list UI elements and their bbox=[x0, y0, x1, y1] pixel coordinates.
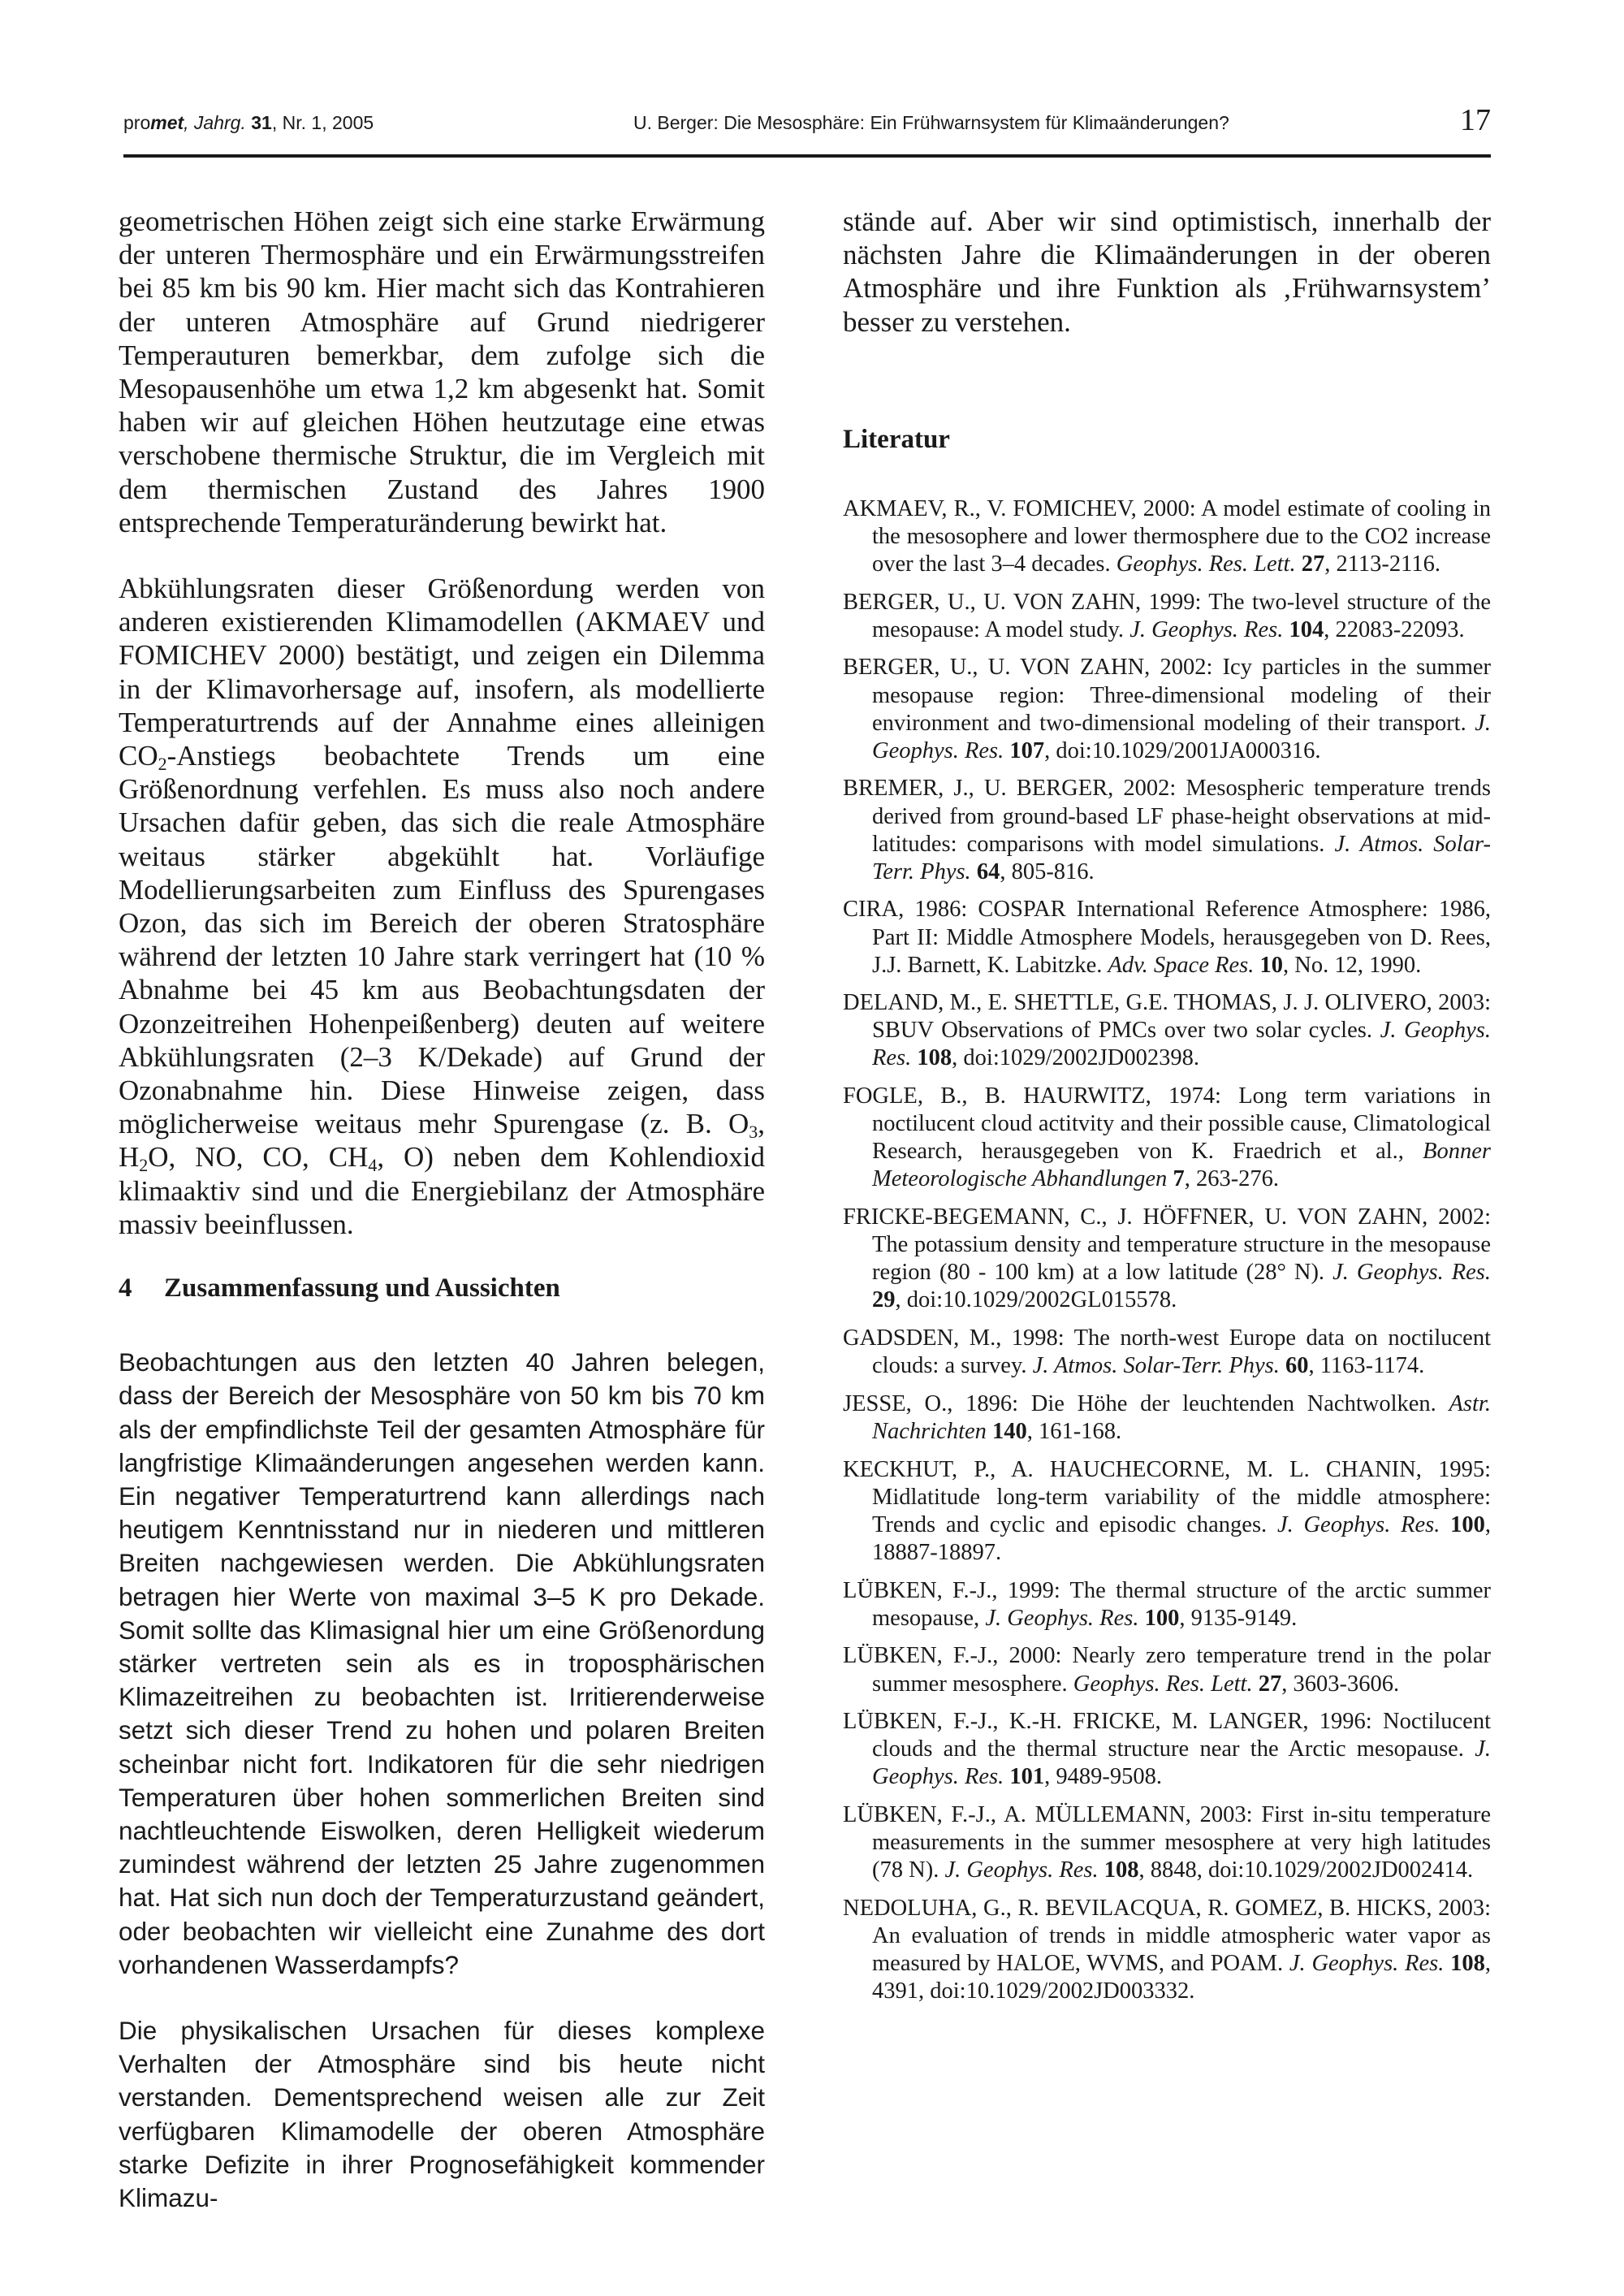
paragraph-4: Die physikalischen Ursachen für dieses komplexe Verhalten der Atmosphäre sind bis heute nicht verstanden. Dementsprechend weisen alle zur Zeit verfügbaren Klimamodelle der oberen Atmosphäre starke Defizite in ihrer Prognosefähigkeit kommender Klimazu- bbox=[119, 2015, 765, 2212]
section-number: 4 bbox=[119, 1273, 132, 1304]
paragraph-1: geometrischen Höhen zeigt sich eine starke Erwärmung der unteren Thermosphäre und ein Erwärmungsstreifen bei 85 km bis 90 km. Hier macht sich das Kontrahieren der unteren Atmosphäre auf Grund niedrigerer Temperauturen bemerkbar, dem zufolge sich die Mesopausenhöhe um etwa 1,2 km abgesenkt hat. Somit haben wir auf gleichen Höhen heutzutage eine etwas verschobene thermische Struktur, die im Vergleich mit dem thermischen Zustand des Jahres 1900 entsprechende Temperaturänderung bewirkt hat. bbox=[119, 205, 765, 538]
reference-item: LÜBKEN, F.-J., K.-H. FRICKE, M. LANGER, 1996: Noctilucent clouds and the thermal structure near the Arctic mesopause. J. Geophys. Res. 101, 9489-9508. bbox=[843, 1709, 1491, 1790]
reference-item: BERGER, U., U. VON ZAHN, 2002: Icy particles in the summer mesopause region: Three-dimensional modeling of their environment and two-dimensional modeling of their transport. J. Geophys. Res. 107, doi:10.1029/2001JA000316. bbox=[843, 655, 1491, 763]
reference-item: FRICKE-BEGEMANN, C., J. HÖFFNER, U. VON ZAHN, 2002: The potassium density and temperature structure in the mesopause region (80 - 100 km) at a low latitude (28° N). J. Geophys. Res. 29, doi:10.1029/2002GL015578. bbox=[843, 1204, 1491, 1313]
reference-item: BREMER, J., U. BERGER, 2002: Mesospheric temperature trends derived from ground-based LF phase-height observations at mid-latitudes: comparisons with model simulations. J. Atmos. Solar-Terr. Phys. 64, 805-816. bbox=[843, 776, 1491, 884]
running-title: U. Berger: Die Mesosphäre: Ein Frühwarnsystem für Klimaänderungen? bbox=[633, 112, 1229, 133]
reference-item: DELAND, M., E. SHETTLE, G.E. THOMAS, J. J. OLIVERO, 2003: SBUV Observations of PMCs over two solar cycles. J. Geophys. Res. 108, doi:1029/2002JD002398. bbox=[843, 990, 1491, 1071]
reference-item: FOGLE, B., B. HAURWITZ, 1974: Long term variations in noctilucent cloud actitvity and their possible cause, Climatological Research, herausgegeben von K. Fraedrich et al., Bonner Meteorologische Abhandlungen 7, 263-276. bbox=[843, 1083, 1491, 1192]
section-heading bbox=[119, 1273, 765, 1304]
reference-item: BERGER, U., U. VON ZAHN, 1999: The two-level structure of the mesopause: A model study. J. Geophys. Res. 104, 22083-22093. bbox=[843, 589, 1491, 642]
reference-item: NEDOLUHA, G., R. BEVILACQUA, R. GOMEZ, B. HICKS, 2003: An evaluation of trends in middle atmospheric water vapor as measured by HALOE, WVMS, and POAM. J. Geophys. Res. 108, 4391, doi:10.1029/2002JD003332. bbox=[843, 1895, 1491, 2004]
reference-item: JESSE, O., 1896: Die Höhe der leuchtenden Nachtwolken. Astr. Nachrichten 140, 161-168. bbox=[843, 1390, 1491, 1444]
section-title: Zusammenfassung und Aussichten bbox=[164, 1273, 560, 1304]
reference-item: LÜBKEN, F.-J., 2000: Nearly zero temperature trend in the polar summer mesosphere. Geophys. Res. Lett. 27, 3603-3606. bbox=[843, 1643, 1491, 1697]
page-number: 17 bbox=[1460, 103, 1491, 137]
journal-citation: promet, Jahrg. 31, Nr. 1, 2005 bbox=[123, 112, 374, 133]
reference-item: AKMAEV, R., V. FOMICHEV, 2000: A model estimate of cooling in the mesosophere and lower thermosphere due to the CO2 increase over the last 3–4 decades. Geophys. Res. Lett. 27, 2113-2116. bbox=[843, 495, 1491, 577]
reference-item: KECKHUT, P., A. HAUCHECORNE, M. L. CHANIN, 1995: Midlatitude long-term variability of the middle atmosphere: Trends and cyclic and episodic changes. J. Geophys. Res. 100, 18887-18897. bbox=[843, 1456, 1491, 1565]
left-column bbox=[119, 205, 765, 2247]
reference-item: LÜBKEN, F.-J., 1999: The thermal structure of the arctic summer mesopause, J. Geophys. Res. 100, 9135-9149. bbox=[843, 1577, 1491, 1631]
paragraph-3: Beobachtungen aus den letzten 40 Jahren belegen, dass der Bereich der Mesosphäre von 50 km bis 70 km als der empfindlichste Teil der gesamten Atmosphäre für langfristige Klimaänderungen angesehen werden kann. Ein negativer Temperaturtrend kann allerdings nach heutigem Kenntnisstand nur in niederen und mittleren Breiten nachgewiesen werden. Die Abkühlungsraten betragen hier Werte von maximal 3–5 K pro Dekade. Somit sollte das Klimasignal hier um eine Größenordung stärker vertreten sein als es in troposphärischen Klimazeitreihen zu beobachten ist. Irritierenderweise setzt sich dieser Trend zu hohen und polaren Breiten scheinbar nicht fort. Indikatoren für die sehr niedrigen Temperaturen über hohen sommerlichen Breiten sind nachtleuchtende Eiswolken, deren Helligkeit wiederum zumindest während der letzten 25 Jahre zugenommen hat. Hat sich nun doch der Temperaturzustand geändert, oder beobachten wir vielleicht eine Zunahme des dort vorhandenen Wasserdampfs? bbox=[119, 1347, 765, 1979]
right-column bbox=[843, 205, 1491, 2016]
literature-heading: Literatur bbox=[843, 424, 950, 454]
page-header bbox=[123, 102, 1491, 158]
reference-item: LÜBKEN, F.-J., A. MÜLLEMANN, 2003: First in-situ temperature measurements in the summer mesosphere at very high latitudes (78 N). J. Geophys. Res. 108, 8848, doi:10.1029/2002JD002414. bbox=[843, 1802, 1491, 1883]
reference-list bbox=[843, 495, 1491, 2006]
paragraph-continuation: stände auf. Aber wir sind optimistisch, innerhalb der nächsten Jahre die Klimaänderungen in der oberen Atmosphäre und ihre Funktion als ‚Frühwarnsystem’ besser zu verstehen. bbox=[843, 205, 1491, 338]
paragraph-2: Abkühlungsraten dieser Größenordung werden von anderen existierenden Klimamodellen (AKMAEV und FOMICHEV 2000) bestätigt, und zeigen ein Dilemma in der Klimavorhersage auf, insofern, als modellierte Temperaturtrends auf der Annahme eines alleinigen $CO_2$-Anstiegs beobachtete Trends um eine Größenordnung verfehlen. Es muss also noch andere Ursachen dafür geben, das sich die reale Atmosphäre weitaus stärker abgekühlt hat. Vorläufige Modellierungsarbeiten zum Einfluss des Spurengases Ozon, das sich im Bereich der oberen Stratosphäre während der letzten 10 Jahre stark verringert hat (10 % Abnahme bei 45 km aus Beobachtungsdaten der Ozonzeitreihen Hohenpeißenberg) deuten auf weitere Abkühlungsraten (2–3 K/Dekade) auf Grund der Ozonabnahme hin. Diese Hinweise zeigen, dass möglicherweise weitaus mehr Spurengase (z. B. $O_3$, $H_2O$, NO, CO, $CH_4$, O) neben dem Kohlendioxid klimaaktiv sind und die Energiebilanz der Atmosphäre massiv beeinflussen. bbox=[119, 573, 765, 1240]
reference-item: GADSDEN, M., 1998: The north-west Europe data on noctilucent clouds: a survey. J. Atmos. Solar-Terr. Phys. 60, 1163-1174. bbox=[843, 1325, 1491, 1379]
reference-item: CIRA, 1986: COSPAR International Reference Atmosphere: 1986, Part II: Middle Atmosphere Models, herausgegeben von D. Rees, J.J. Barnett, K. Labitzke. Adv. Space Res. 10, No. 12, 1990. bbox=[843, 897, 1491, 978]
